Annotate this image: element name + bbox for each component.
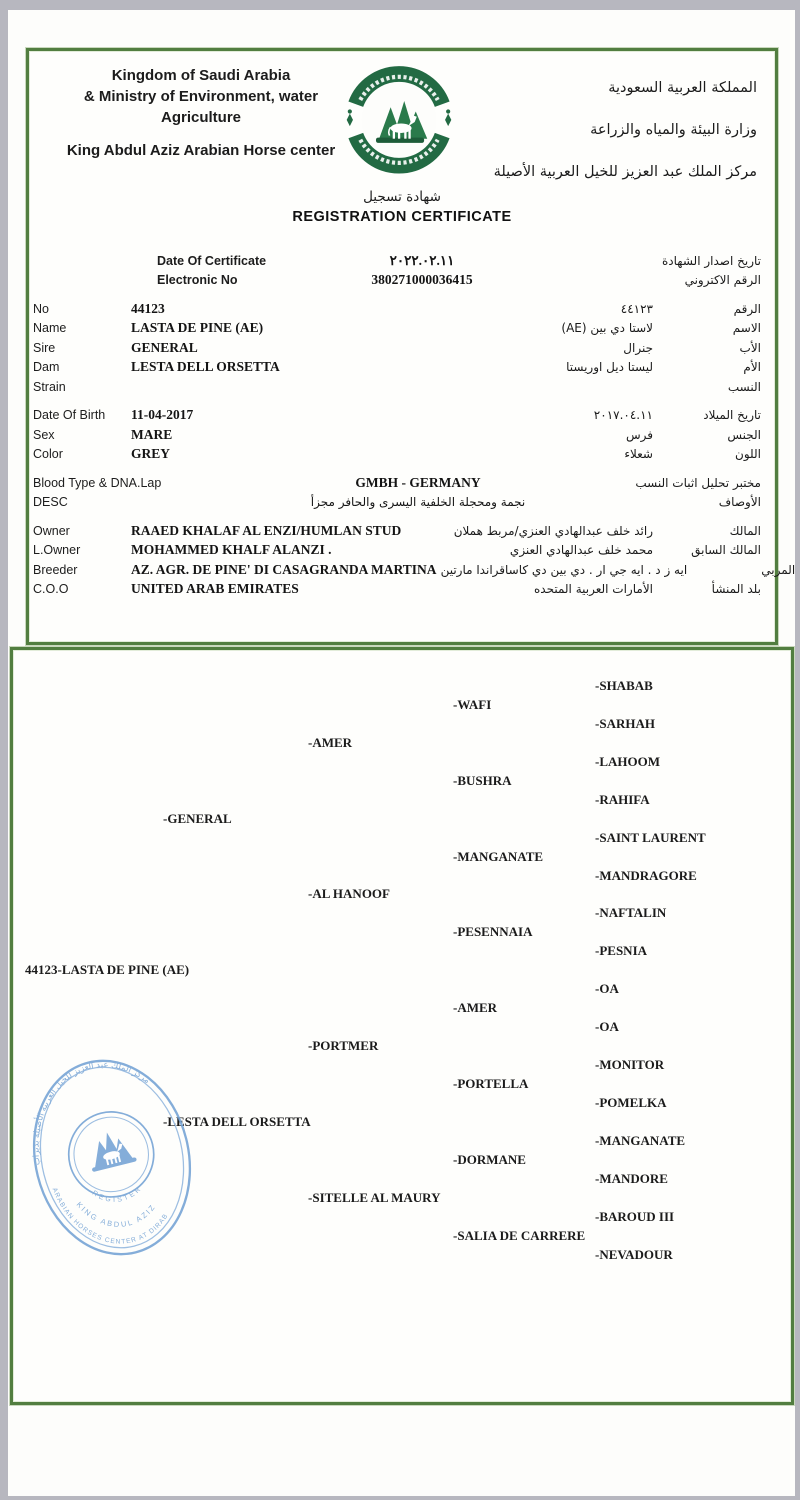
pedigree-gen3-node: - WAFI (453, 697, 491, 713)
field-value-ar: لاستا دي بين (AE) (561, 321, 653, 336)
pedigree-gen3-node: - PESENNAIA (453, 924, 532, 940)
field-label-en: C.O.O (33, 582, 69, 597)
field-row (29, 445, 775, 465)
field-value: ٢٠٢٢.٠٢.١١ (389, 252, 455, 268)
field-row (29, 425, 775, 445)
field-label-ar: الرقم الاكتروني (684, 273, 761, 288)
field-label-ar: المالك السابق (691, 543, 761, 558)
pedigree-gen2-node: - AL HANOOF (308, 886, 390, 902)
field-label-en: Name (33, 321, 67, 336)
stamp-king-label: KING ABDUL AZIZ (74, 1199, 158, 1229)
field-row (29, 338, 775, 358)
palm-emblem-left (347, 109, 353, 126)
field-label-en: Dam (33, 360, 60, 375)
field-row (29, 271, 775, 291)
field-row (29, 541, 775, 561)
field-value-en: MOHAMMED KHALF ALANZI . (131, 542, 332, 558)
field-value-ar: جنرال (623, 340, 653, 355)
pedigree-gen4-node: - MANDORE (595, 1171, 668, 1187)
pedigree-gen1-node: - LESTA DELL ORSETTA (163, 1114, 311, 1130)
pedigree-gen3-node: - AMER (453, 1000, 497, 1016)
pedigree-gen2-node: - PORTMER (308, 1038, 378, 1054)
field-label-ar: الاسم (732, 321, 761, 336)
pedigree-gen4-node: - MANDRAGORE (595, 868, 697, 884)
field-value-ar: ٢٠١٧.٠٤.١١ (593, 408, 653, 423)
field-value-ar: ليستا ديل اوريستا (566, 360, 653, 375)
field-value-ar: رائد خلف عبدالهادي العنزي/مربط هملان (453, 523, 653, 538)
pedigree-gen4-node: - RAHIFA (595, 792, 650, 808)
field-value-en: 44123 (131, 300, 165, 316)
pedigree-gen4-node: - SHABAB (595, 678, 653, 694)
field-label-ar: تاريخ الميلاد (703, 408, 761, 423)
field-value-ar: ايه ز د . ايه جي ار . دي بين دي كاساقراندا مارتين (440, 562, 688, 577)
field-label-ar: المربي (761, 562, 796, 577)
field-value-ar: ٤٤١٢٣ (620, 301, 653, 316)
field-value: GMBH - GERMANY (355, 474, 481, 490)
header-en-line4: King Abdul Aziz Arabian Horse center (66, 142, 336, 159)
pedigree-gen3-node: - BUSHRA (453, 773, 512, 789)
palm-emblem-right (445, 109, 451, 126)
pedigree-gen1-node: - GENERAL (163, 811, 232, 827)
field-row (29, 251, 775, 271)
pedigree-gen4-node: - POMELKA (595, 1095, 667, 1111)
pedigree-gen4-node: - NAFTALIN (595, 905, 666, 921)
registry-stamp-icon (4, 1033, 221, 1283)
certificate-box (26, 48, 796, 645)
header-ar-line2: وزارة البيئة والمياه والزراعة (590, 122, 757, 138)
field-row (29, 406, 775, 426)
field-value-en: GENERAL (131, 339, 198, 355)
pedigree-gen4-node: - SARHAH (595, 716, 655, 732)
header-ar-line3: مركز الملك عبد العزيز للخيل العربية الأصيلة (493, 164, 757, 180)
field-label-en: Blood Type & DNA.Lap (33, 475, 162, 490)
stamp-arc-arabic: مركز الملك عبد العزيز للخيل العربية الأصيلة بديراب (30, 1059, 153, 1166)
field-label-ar: الرقم (733, 301, 761, 316)
paper-background (8, 10, 795, 1496)
pedigree-gen4-node: - MONITOR (595, 1057, 664, 1073)
certificate-title-english: REGISTRATION CERTIFICATE (292, 209, 512, 225)
pedigree-gen3-node: - DORMANE (453, 1152, 526, 1168)
field-label-en: Date Of Birth (33, 408, 106, 423)
field-row (29, 358, 775, 378)
field-label-en: L.Owner (33, 543, 81, 558)
field-label-ar: اللون (735, 447, 761, 462)
field-label-ar: الأوصاف (718, 495, 761, 510)
field-label-en: Sire (33, 340, 56, 355)
header-en-line1: Kingdom of Saudi Arabia (111, 67, 291, 84)
field-value-ar: الأمارات العربية المتحده (534, 582, 653, 597)
field-value-en: MARE (131, 426, 173, 442)
pedigree-root-horse: 44123-LASTA DE PINE (AE) (25, 962, 190, 978)
field-value: نجمة ومحجلة الخلفية اليسرى والحافر مجزأ (310, 495, 526, 510)
svg-text:REGISTER (90, 1178, 146, 1210)
field-row (29, 521, 775, 541)
field-row (29, 299, 775, 319)
pedigree-gen4-node: - PESNIA (595, 943, 647, 959)
header-ar-line1: المملكة العربية السعودية (608, 80, 757, 96)
field-row (29, 580, 775, 600)
field-value-en: LASTA DE PINE (AE) (131, 320, 264, 336)
field-row (29, 473, 775, 493)
field-label-en: Color (33, 447, 63, 462)
stamp-center-label: ARABIAN HORSES CENTER AT DIRAB (50, 1186, 170, 1246)
field-value-en: LESTA DELL ORSETTA (131, 359, 280, 375)
field-value-ar: محمد خلف عبدالهادي العنزي (509, 543, 653, 558)
field-label-en: Breeder (33, 562, 78, 577)
pedigree-gen3-node: - MANGANATE (453, 849, 543, 865)
pedigree-gen3-node: - SALIA DE CARRERE (453, 1228, 585, 1244)
field-label-ar: الجنس (727, 427, 761, 442)
field-value-en: GREY (131, 446, 171, 462)
header-en-line3: Agriculture (160, 109, 241, 126)
pedigree-gen4-node: - OA (595, 981, 619, 997)
field-label-ar: مختبر تحليل اثبات النسب (635, 475, 761, 490)
field-value-en: UNITED ARAB EMIRATES (131, 581, 299, 597)
field-label-ar: المالك (729, 523, 761, 538)
field-row (29, 377, 775, 397)
stamp-register-label: REGISTER (90, 1184, 144, 1204)
header-english (51, 65, 351, 159)
field-value: 380271000036415 (371, 272, 473, 288)
pedigree-gen2-node: - AMER (308, 735, 352, 751)
field-row (29, 560, 796, 580)
field-label-ar: الأب (739, 340, 761, 355)
svg-text:ARABIAN HORSES CENTER AT DIRAB (50, 1162, 174, 1260)
ministry-seal-icon (332, 55, 466, 191)
field-row (29, 493, 775, 513)
pedigree-gen3-node: - PORTELLA (453, 1076, 528, 1092)
field-value-en: 11-04-2017 (131, 407, 194, 423)
pedigree-gen4-node: - OA (595, 1019, 619, 1035)
field-label-ar: تاريخ اصدار الشهادة (662, 253, 761, 268)
stamp-horse-emblem (84, 1127, 137, 1172)
field-label-ar: النسب (727, 379, 761, 394)
field-label-en: Strain (33, 379, 66, 394)
pedigree-gen4-node: - MANGANATE (595, 1133, 685, 1149)
field-value-en: AZ. AGR. DE PINE' DI CASAGRANDA MARTINA (131, 561, 437, 577)
field-label-en: Date Of Certificate (157, 253, 267, 268)
field-value-en: RAAED KHALAF AL ENZI/HUMLAN STUD (131, 522, 402, 538)
field-label-en: Owner (33, 523, 70, 538)
field-row (29, 319, 775, 339)
header-arabic (437, 67, 757, 193)
field-label-en: Sex (33, 427, 55, 442)
field-label-en: DESC (33, 495, 68, 510)
pedigree-box (10, 647, 794, 1405)
pedigree-gen4-node: - LAHOOM (595, 754, 660, 770)
field-label-ar: بلد المنشأ (711, 582, 761, 597)
pedigree-gen4-node: - BAROUD III (595, 1209, 674, 1225)
header-en-line2: & Ministry of Environment, water (83, 88, 319, 105)
svg-text:مركز الملك عبد العزيز للخيل ال (11, 1047, 167, 1167)
pedigree-gen2-node: - SITELLE AL MAURY (308, 1190, 440, 1206)
certificate-title-arabic: شهادة تسجيل (363, 189, 441, 205)
field-label-en: No (33, 301, 49, 316)
pedigree-gen4-node: - SAINT LAURENT (595, 830, 706, 846)
pedigree-gen4-node: - NEVADOUR (595, 1247, 673, 1263)
field-value-ar: فرس (625, 427, 653, 442)
field-label-en: Electronic No (157, 273, 238, 288)
field-value-ar: شعلاء (624, 447, 653, 462)
certificate-fields (29, 251, 796, 599)
field-label-ar: الأم (743, 360, 761, 375)
